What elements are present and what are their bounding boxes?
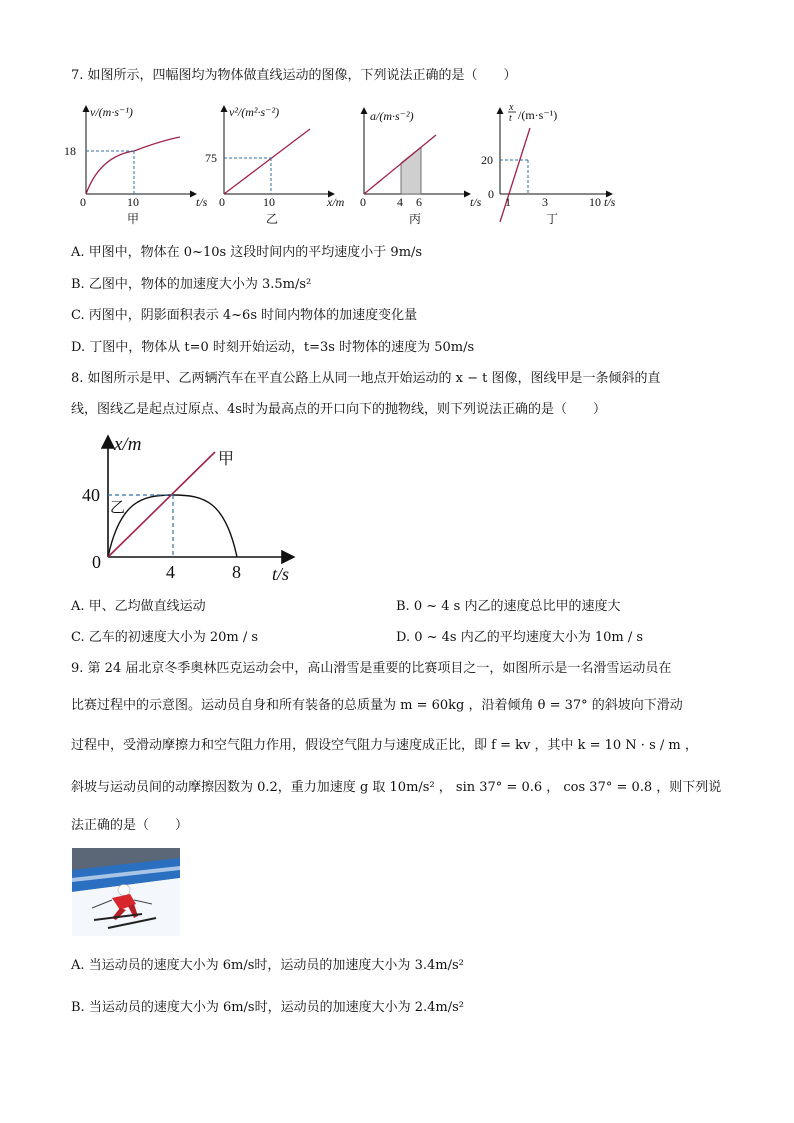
bing-caption: 丙 [409,212,422,226]
q7-option-a[interactable]: A. 甲图中，物体在 0~10s 这段时间内的平均速度小于 9m/s [71,245,423,260]
bing-origin: 0 [360,195,366,209]
ding-ylabel: /(m·s⁻¹) [518,108,558,122]
graph-yi [205,105,345,226]
q9-line4: 斜坡与运动员间的动摩擦因数为 0.2，重力加速度 g 取 10m/s² ， sin 37° = 0.6 ， cos 37° = 0.8 ，则下列说 [71,780,722,795]
yi-caption: 乙 [266,212,279,226]
skier-illustration [72,848,180,936]
bing-x-tick-a: 4 [397,195,403,209]
q7-stem: 7. 如图所示，四幅图均为物体做直线运动的图像，下列说法正确的是（ ） [71,68,517,83]
q9-option-a[interactable]: A. 当运动员的速度大小为 6m/s时，运动员的加速度大小为 3.4m/s² [71,958,464,973]
jia-origin: 0 [80,195,86,209]
ding-x-tick-a: 1 [505,195,511,209]
q8-option-d[interactable]: D. 0 ~ 4s 内乙的平均速度大小为 10m / s [396,630,644,645]
ding-frac-num: x [509,102,514,113]
q8-stem-line2: 线，图线乙是起点过原点、4s时为最高点的开口向下的抛物线，则下列说法正确的是（ ） [71,402,606,417]
yi-xlabel: x/m [327,195,345,209]
skier-photo [72,848,180,936]
q9-line2: 比赛过程中的示意图。运动员自身和所有装备的总质量为 m = 60kg ，沿着倾角 θ = 37° 的斜坡向下滑动 [71,698,683,713]
bing-xlabel: t/s [470,195,482,209]
yi-x-tick: 10 [263,195,275,209]
q8-x-tick-a: 4 [166,562,175,582]
graph-jia [64,105,208,226]
q8-label-jia: 甲 [218,451,235,468]
q7-graphs [0,96,794,236]
ding-frac-den: t [509,113,512,124]
q9-option-b[interactable]: B. 当运动员的速度大小为 6m/s时，运动员的加速度大小为 2.4m/s² [71,1000,464,1015]
ding-x-tick-c: 10 [589,195,601,209]
q7-option-b[interactable]: B. 乙图中，物体的加速度大小为 3.5m/s² [71,277,312,292]
ding-y-zero: 0 [488,187,494,201]
q8-stem-line1: 8. 如图所示是甲、乙两辆汽车在平直公路上从同一地点开始运动的 x − t 图像，图线甲是一条倾斜的直 [71,371,661,386]
q8-option-c[interactable]: C. 乙车的初速度大小为 20m / s [71,630,259,645]
q8-x-tick-b: 8 [232,562,241,582]
jia-xlabel: t/s [196,195,208,209]
q8-option-b[interactable]: B. 0 ~ 4 s 内乙的速度总比甲的速度大 [396,599,621,614]
q8-graph [80,430,320,590]
q9-line1: 9. 第 24 届北京冬季奥林匹克运动会中，高山滑雪是重要的比赛项目之一，如图所示是一名滑雪运动员在 [71,661,672,676]
q9-line3: 过程中，受滑动摩擦力和空气阻力作用，假设空气阻力与速度成正比，即 f = kv ，其中 k = 10 N · s / m ， [71,738,698,753]
ding-caption: 丁 [546,212,559,226]
q8-xlabel: t/s [272,564,290,584]
q8-label-yi: 乙 [110,500,126,516]
ding-xlabel: t/s [604,195,616,209]
graph-bing [360,108,482,226]
q7-option-c[interactable]: C. 丙图中，阴影面积表示 4~6s 时间内物体的加速度变化量 [71,308,418,323]
ding-x-tick-b: 3 [542,195,548,209]
q9-line5: 法正确的是（ ） [71,818,189,833]
bing-x-tick-b: 6 [416,195,422,209]
bing-ylabel: a/(m·s⁻²) [370,109,414,123]
q8-origin: 0 [92,552,101,572]
yi-ylabel: v²/(m²·s⁻²) [229,105,280,119]
jia-x-tick: 10 [127,195,139,209]
yi-origin: 0 [219,195,225,209]
ding-y-tick: 20 [481,153,493,167]
jia-y-tick: 18 [64,144,76,158]
yi-y-tick: 75 [205,151,217,165]
jia-ylabel: v/(m·s⁻¹) [90,105,133,119]
q8-ylabel: x/m [114,434,142,455]
q8-option-a[interactable]: A. 甲、乙均做直线运动 [71,599,206,614]
q7-option-d[interactable]: D. 丁图中，物体从 t=0 时刻开始运动，t=3s 时物体的速度为 50m/s [71,340,475,355]
q8-y-tick: 40 [82,485,100,505]
jia-caption: 甲 [127,212,140,226]
graph-ding [481,102,616,226]
